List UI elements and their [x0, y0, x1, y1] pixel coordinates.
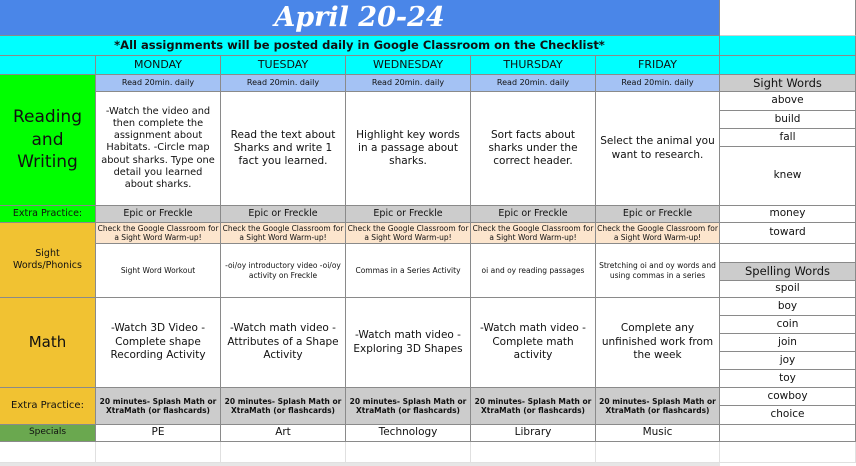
read-daily-thursday: Read 20min. daily [471, 75, 596, 92]
spelling-words-header: Spelling Words [720, 263, 856, 281]
empty-cell[interactable] [596, 442, 720, 463]
special-thursday: Library [471, 425, 596, 442]
special-friday: Music [596, 425, 720, 442]
row-label-math-extra-practice: Extra Practice: [0, 388, 96, 425]
empty-cell[interactable] [720, 0, 856, 36]
math-task-tuesday[interactable]: -Watch math video -Attributes of a Shape Activity [221, 298, 346, 388]
warmup-tuesday[interactable]: Check the Google Classroom for a Sight Word Warm-up! [221, 223, 346, 244]
epic-friday: Epic or Freckle [596, 206, 720, 223]
phonics-task-monday[interactable]: Sight Word Workout [96, 244, 221, 298]
spelling-word-join: join [720, 334, 856, 352]
math-extra-wednesday: 20 minutes- Splash Math or XtraMath (or flashcards) [346, 388, 471, 425]
reading-task-monday[interactable]: -Watch the video and then complete the assignment about Habitats. -Circle map about sharks. Type one detail you learned about sharks. [96, 92, 221, 206]
sight-word-above: above [720, 92, 856, 111]
math-extra-friday: 20 minutes- Splash Math or XtraMath (or flashcards) [596, 388, 720, 425]
special-tuesday: Art [221, 425, 346, 442]
spelling-word-joy: joy [720, 352, 856, 370]
special-wednesday: Technology [346, 425, 471, 442]
header-corner[interactable] [0, 56, 96, 75]
sight-word-fall: fall [720, 129, 856, 147]
reading-task-tuesday[interactable]: Read the text about Sharks and write 1 fact you learned. [221, 92, 346, 206]
sight-word-toward: toward [720, 223, 856, 244]
row-label-reading-writing: Reading and Writing [0, 75, 96, 206]
math-extra-monday: 20 minutes- Splash Math or XtraMath (or flashcards) [96, 388, 221, 425]
phonics-task-thursday[interactable]: oi and oy reading passages [471, 244, 596, 298]
sight-words-header: Sight Words [720, 75, 856, 92]
epic-wednesday: Epic or Freckle [346, 206, 471, 223]
day-header-monday: MONDAY [96, 56, 221, 75]
math-extra-tuesday: 20 minutes- Splash Math or XtraMath (or flashcards) [221, 388, 346, 425]
read-daily-tuesday: Read 20min. daily [221, 75, 346, 92]
row-label-math: Math [0, 298, 96, 388]
row-label-extra-practice: Extra Practice: [0, 206, 96, 223]
empty-cell[interactable] [720, 244, 856, 263]
reading-task-friday[interactable]: Select the animal you want to research. [596, 92, 720, 206]
sight-word-build: build [720, 111, 856, 129]
day-header-friday: FRIDAY [596, 56, 720, 75]
math-extra-thursday: 20 minutes- Splash Math or XtraMath (or flashcards) [471, 388, 596, 425]
empty-cell[interactable] [96, 442, 221, 463]
math-task-wednesday[interactable]: -Watch math video -Exploring 3D Shapes [346, 298, 471, 388]
empty-cell[interactable] [720, 56, 856, 75]
spelling-word-toy: toy [720, 370, 856, 388]
spelling-word-coin: coin [720, 316, 856, 334]
warmup-monday[interactable]: Check the Google Classroom for a Sight Word Warm-up! [96, 223, 221, 244]
empty-cell[interactable] [0, 442, 96, 463]
math-task-monday[interactable]: -Watch 3D Video -Complete shape Recording Activity [96, 298, 221, 388]
day-header-thursday: THURSDAY [471, 56, 596, 75]
sight-word-money: money [720, 206, 856, 223]
day-header-wednesday: WEDNESDAY [346, 56, 471, 75]
read-daily-monday: Read 20min. daily [96, 75, 221, 92]
read-daily-friday: Read 20min. daily [596, 75, 720, 92]
empty-cell[interactable] [720, 425, 856, 442]
spelling-word-cowboy: cowboy [720, 388, 856, 406]
warmup-friday[interactable]: Check the Google Classroom for a Sight Word Warm-up! [596, 223, 720, 244]
empty-cell[interactable] [720, 442, 856, 463]
reading-task-thursday[interactable]: Sort facts about sharks under the correct header. [471, 92, 596, 206]
phonics-task-friday[interactable]: Stretching oi and oy words and using commas in a series [596, 244, 720, 298]
row-label-sight-words-phonics: Sight Words/Phonics [0, 223, 96, 298]
sight-word-knew: knew [720, 147, 856, 206]
assignment-notice: *All assignments will be posted daily in Google Classroom on the Checklist* [0, 36, 720, 56]
day-header-tuesday: TUESDAY [221, 56, 346, 75]
special-monday: PE [96, 425, 221, 442]
empty-cell[interactable] [221, 442, 346, 463]
epic-thursday: Epic or Freckle [471, 206, 596, 223]
warmup-wednesday[interactable]: Check the Google Classroom for a Sight Word Warm-up! [346, 223, 471, 244]
empty-cell[interactable] [720, 36, 856, 56]
warmup-thursday[interactable]: Check the Google Classroom for a Sight Word Warm-up! [471, 223, 596, 244]
read-daily-wednesday: Read 20min. daily [346, 75, 471, 92]
empty-cell[interactable] [471, 442, 596, 463]
phonics-task-tuesday[interactable]: -oi/oy introductory video -oi/oy activity on Freckle [221, 244, 346, 298]
reading-task-wednesday[interactable]: Highlight key words in a passage about sharks. [346, 92, 471, 206]
spelling-word-choice: choice [720, 406, 856, 425]
epic-tuesday: Epic or Freckle [221, 206, 346, 223]
math-task-thursday[interactable]: -Watch math video -Complete math activity [471, 298, 596, 388]
empty-cell[interactable] [346, 442, 471, 463]
page-title: April 20-24 [0, 0, 720, 36]
epic-monday: Epic or Freckle [96, 206, 221, 223]
spelling-word-boy: boy [720, 298, 856, 316]
row-label-specials: Specials [0, 425, 96, 442]
spelling-word-spoil: spoil [720, 281, 856, 298]
phonics-task-wednesday[interactable]: Commas in a Series Activity [346, 244, 471, 298]
math-task-friday[interactable]: Complete any unfinished work from the week [596, 298, 720, 388]
